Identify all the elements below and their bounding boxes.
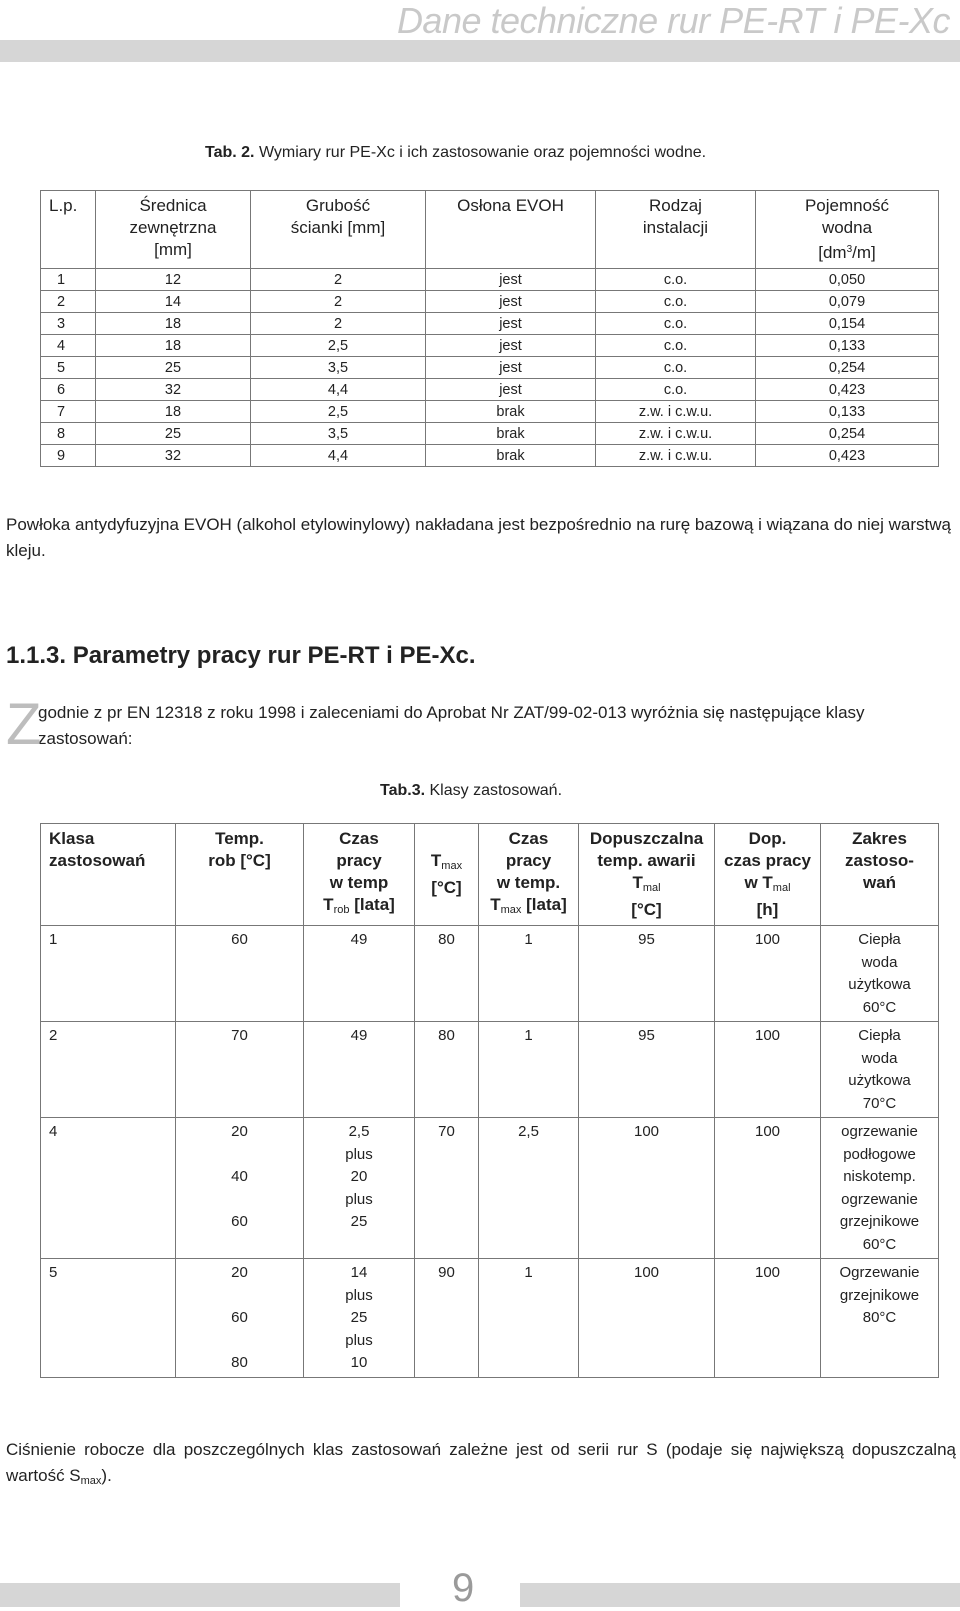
cell-grubosc: 4,4 [251, 379, 426, 401]
cell-zakres: Ogrzewanie grzejnikowe 80°C [821, 1259, 939, 1378]
cell-pojemnosc: 0,254 [756, 357, 939, 379]
cell-grubosc: 2 [251, 313, 426, 335]
header-grubosc: Grubość ścianki [mm] [251, 191, 426, 269]
intro-text: godnie z pr EN 12318 z roku 1998 i zaleceniami do Aprobat Nr ZAT/99-02-013 wyróżnia się następujące klasy zastosowań: [38, 703, 865, 748]
cell-srednica: 32 [96, 445, 251, 467]
cell-pojemnosc: 0,423 [756, 379, 939, 401]
cell-klasa: 4 [41, 1118, 176, 1259]
cell-czas-max: 1 [479, 1259, 579, 1378]
header-rodzaj: Rodzaj instalacji [596, 191, 756, 269]
table-row [41, 1022, 939, 1118]
table2-header-row [41, 191, 939, 269]
cell-tmal: 100 [579, 1118, 715, 1259]
cell-grubosc: 2 [251, 269, 426, 291]
cell-srednica: 25 [96, 357, 251, 379]
cell-oslona: jest [426, 379, 596, 401]
header-pojemnosc: Pojemność wodna $[dm^3/m]$ [756, 191, 939, 269]
cell-temp: 60 [176, 926, 304, 1022]
cell-oslona: brak [426, 445, 596, 467]
table3-caption [380, 782, 562, 800]
application-classes-table [40, 823, 939, 1378]
cell-czas-max: 1 [479, 926, 579, 1022]
cell-rodzaj: z.w. i c.w.u. [596, 423, 756, 445]
pressure-paragraph-end: ). [101, 1466, 112, 1485]
cell-lp: 4 [41, 335, 96, 357]
cell-czas-rob: 2,5 plus 20 plus 25 [304, 1118, 415, 1259]
cell-srednica: 18 [96, 313, 251, 335]
evoh-paragraph: Powłoka antydyfuzyjna EVOH (alkohol etylowinylowy) nakładana jest bezpośrednio na rurę bazową i wiązana do niej warstwą kleju. [6, 515, 951, 560]
cell-lp: 3 [41, 313, 96, 335]
cell-grubosc: 3,5 [251, 423, 426, 445]
cell-tmax: 90 [415, 1259, 479, 1378]
page-number: 9 [452, 1566, 475, 1610]
header-temp: Temp. rob [°C] [176, 824, 304, 926]
header-lp: L.p. [41, 191, 96, 269]
header-dop-czas: Dop. czas pracy w $T_{mal}$ [h] [715, 824, 821, 926]
header-zakres: Zakres zastoso- wań [821, 824, 939, 926]
cell-srednica: 25 [96, 423, 251, 445]
cell-pojemnosc: 0,154 [756, 313, 939, 335]
cell-oslona: jest [426, 335, 596, 357]
table-row [41, 1118, 939, 1259]
cell-temp: 20 40 60 [176, 1118, 304, 1259]
table-row [41, 926, 939, 1022]
cell-tmal: 95 [579, 1022, 715, 1118]
table-row [41, 291, 939, 313]
cell-oslona: jest [426, 291, 596, 313]
page-header [0, 0, 960, 70]
table3-caption-label: Tab.3. [380, 782, 426, 799]
cell-lp: 9 [41, 445, 96, 467]
cell-temp: 70 [176, 1022, 304, 1118]
cell-rodzaj: z.w. i c.w.u. [596, 445, 756, 467]
header-czas-max: Czas pracy w temp. $T_{max}$ [lata] [479, 824, 579, 926]
cell-lp: 7 [41, 401, 96, 423]
cell-rodzaj: z.w. i c.w.u. [596, 401, 756, 423]
cell-czas-rob: 49 [304, 1022, 415, 1118]
table-row [41, 269, 939, 291]
header-oslona: Osłona EVOH [426, 191, 596, 269]
cell-czas-mal: 100 [715, 1022, 821, 1118]
footer-bar-right [520, 1583, 960, 1607]
cell-pojemnosc: 0,050 [756, 269, 939, 291]
header-srednica: Średnica zewnętrzna [mm] [96, 191, 251, 269]
cell-oslona: brak [426, 423, 596, 445]
cell-oslona: brak [426, 401, 596, 423]
cell-oslona: jest [426, 357, 596, 379]
cell-grubosc: 3,5 [251, 357, 426, 379]
cell-klasa: 1 [41, 926, 176, 1022]
cell-lp: 2 [41, 291, 96, 313]
cell-zakres: ogrzewanie podłogowe niskotemp. ogrzewanie grzejnikowe 60°C [821, 1118, 939, 1259]
cell-lp: 8 [41, 423, 96, 445]
pressure-paragraph [6, 1437, 956, 1494]
table3-caption-text: Klasy zastosowań. [429, 782, 563, 799]
cell-czas-mal: 100 [715, 926, 821, 1022]
cell-rodzaj: c.o. [596, 291, 756, 313]
cell-grubosc: 2,5 [251, 401, 426, 423]
section-heading: 1.1.3. Parametry pracy rur PE-RT i PE-Xc. [6, 642, 476, 669]
cell-grubosc: 2 [251, 291, 426, 313]
cell-czas-max: 2,5 [479, 1118, 579, 1259]
cell-zakres: Ciepła woda użytkowa 60°C [821, 926, 939, 1022]
pressure-paragraph-text: Ciśnienie robocze dla poszczególnych klas zastosowań zależne jest od serii rur S (podaje się największą dopuszczalną wartość S [6, 1440, 956, 1485]
cell-grubosc: 4,4 [251, 445, 426, 467]
header-bar [0, 40, 960, 62]
cell-tmal: 95 [579, 926, 715, 1022]
cell-oslona: jest [426, 269, 596, 291]
cell-lp: 6 [41, 379, 96, 401]
cell-lp: 5 [41, 357, 96, 379]
header-czas-rob: Czas pracy w temp $T_{rob}$ [lata] [304, 824, 415, 926]
cell-czas-max: 1 [479, 1022, 579, 1118]
cell-rodzaj: c.o. [596, 335, 756, 357]
table-row [41, 379, 939, 401]
cell-zakres: Ciepła woda użytkowa 70°C [821, 1022, 939, 1118]
table2-caption-label: Tab. 2. [205, 144, 255, 161]
cell-rodzaj: c.o. [596, 269, 756, 291]
header-dopusz: Dopuszczalna temp. awarii $T_{mal}$ [°C] [579, 824, 715, 926]
table-row [41, 401, 939, 423]
cell-srednica: 18 [96, 335, 251, 357]
cell-tmax: 70 [415, 1118, 479, 1259]
cell-tmal: 100 [579, 1259, 715, 1378]
cell-czas-mal: 100 [715, 1118, 821, 1259]
cell-pojemnosc: 0,133 [756, 401, 939, 423]
cell-oslona: jest [426, 313, 596, 335]
cell-grubosc: 2,5 [251, 335, 426, 357]
cell-temp: 20 60 80 [176, 1259, 304, 1378]
cell-pojemnosc: 0,133 [756, 335, 939, 357]
dropcap-letter: Z [6, 692, 42, 757]
cell-srednica: 12 [96, 269, 251, 291]
cell-klasa: 2 [41, 1022, 176, 1118]
cell-czas-mal: 100 [715, 1259, 821, 1378]
table3-header-row [41, 824, 939, 926]
cell-srednica: 14 [96, 291, 251, 313]
cell-tmax: 80 [415, 926, 479, 1022]
pressure-paragraph-sub: max [80, 1475, 102, 1487]
cell-rodzaj: c.o. [596, 357, 756, 379]
cell-czas-rob: 49 [304, 926, 415, 1022]
footer-bar-left [0, 1583, 400, 1607]
cell-rodzaj: c.o. [596, 313, 756, 335]
table2-caption-text: Wymiary rur PE-Xc i ich zastosowanie oraz pojemności wodne. [258, 144, 707, 161]
cell-czas-rob: 14 plus 25 plus 10 [304, 1259, 415, 1378]
cell-pojemnosc: 0,423 [756, 445, 939, 467]
cell-klasa: 5 [41, 1259, 176, 1378]
intro-paragraph [6, 692, 956, 757]
table-row [41, 313, 939, 335]
table-row [41, 1259, 939, 1378]
table-row [41, 445, 939, 467]
cell-lp: 1 [41, 269, 96, 291]
pipe-dimensions-table [40, 190, 939, 467]
cell-srednica: 18 [96, 401, 251, 423]
table-row [41, 357, 939, 379]
table-row [41, 423, 939, 445]
table2-caption [205, 144, 706, 162]
cell-pojemnosc: 0,079 [756, 291, 939, 313]
cell-rodzaj: c.o. [596, 379, 756, 401]
table-row [41, 335, 939, 357]
header-title: Dane techniczne rur PE-RT i PE-Xc [396, 0, 950, 41]
header-tmax: $T_{max}$ [°C] [415, 824, 479, 926]
cell-pojemnosc: 0,254 [756, 423, 939, 445]
cell-tmax: 80 [415, 1022, 479, 1118]
cell-srednica: 32 [96, 379, 251, 401]
header-klasa: Klasa zastosowań [41, 824, 176, 926]
